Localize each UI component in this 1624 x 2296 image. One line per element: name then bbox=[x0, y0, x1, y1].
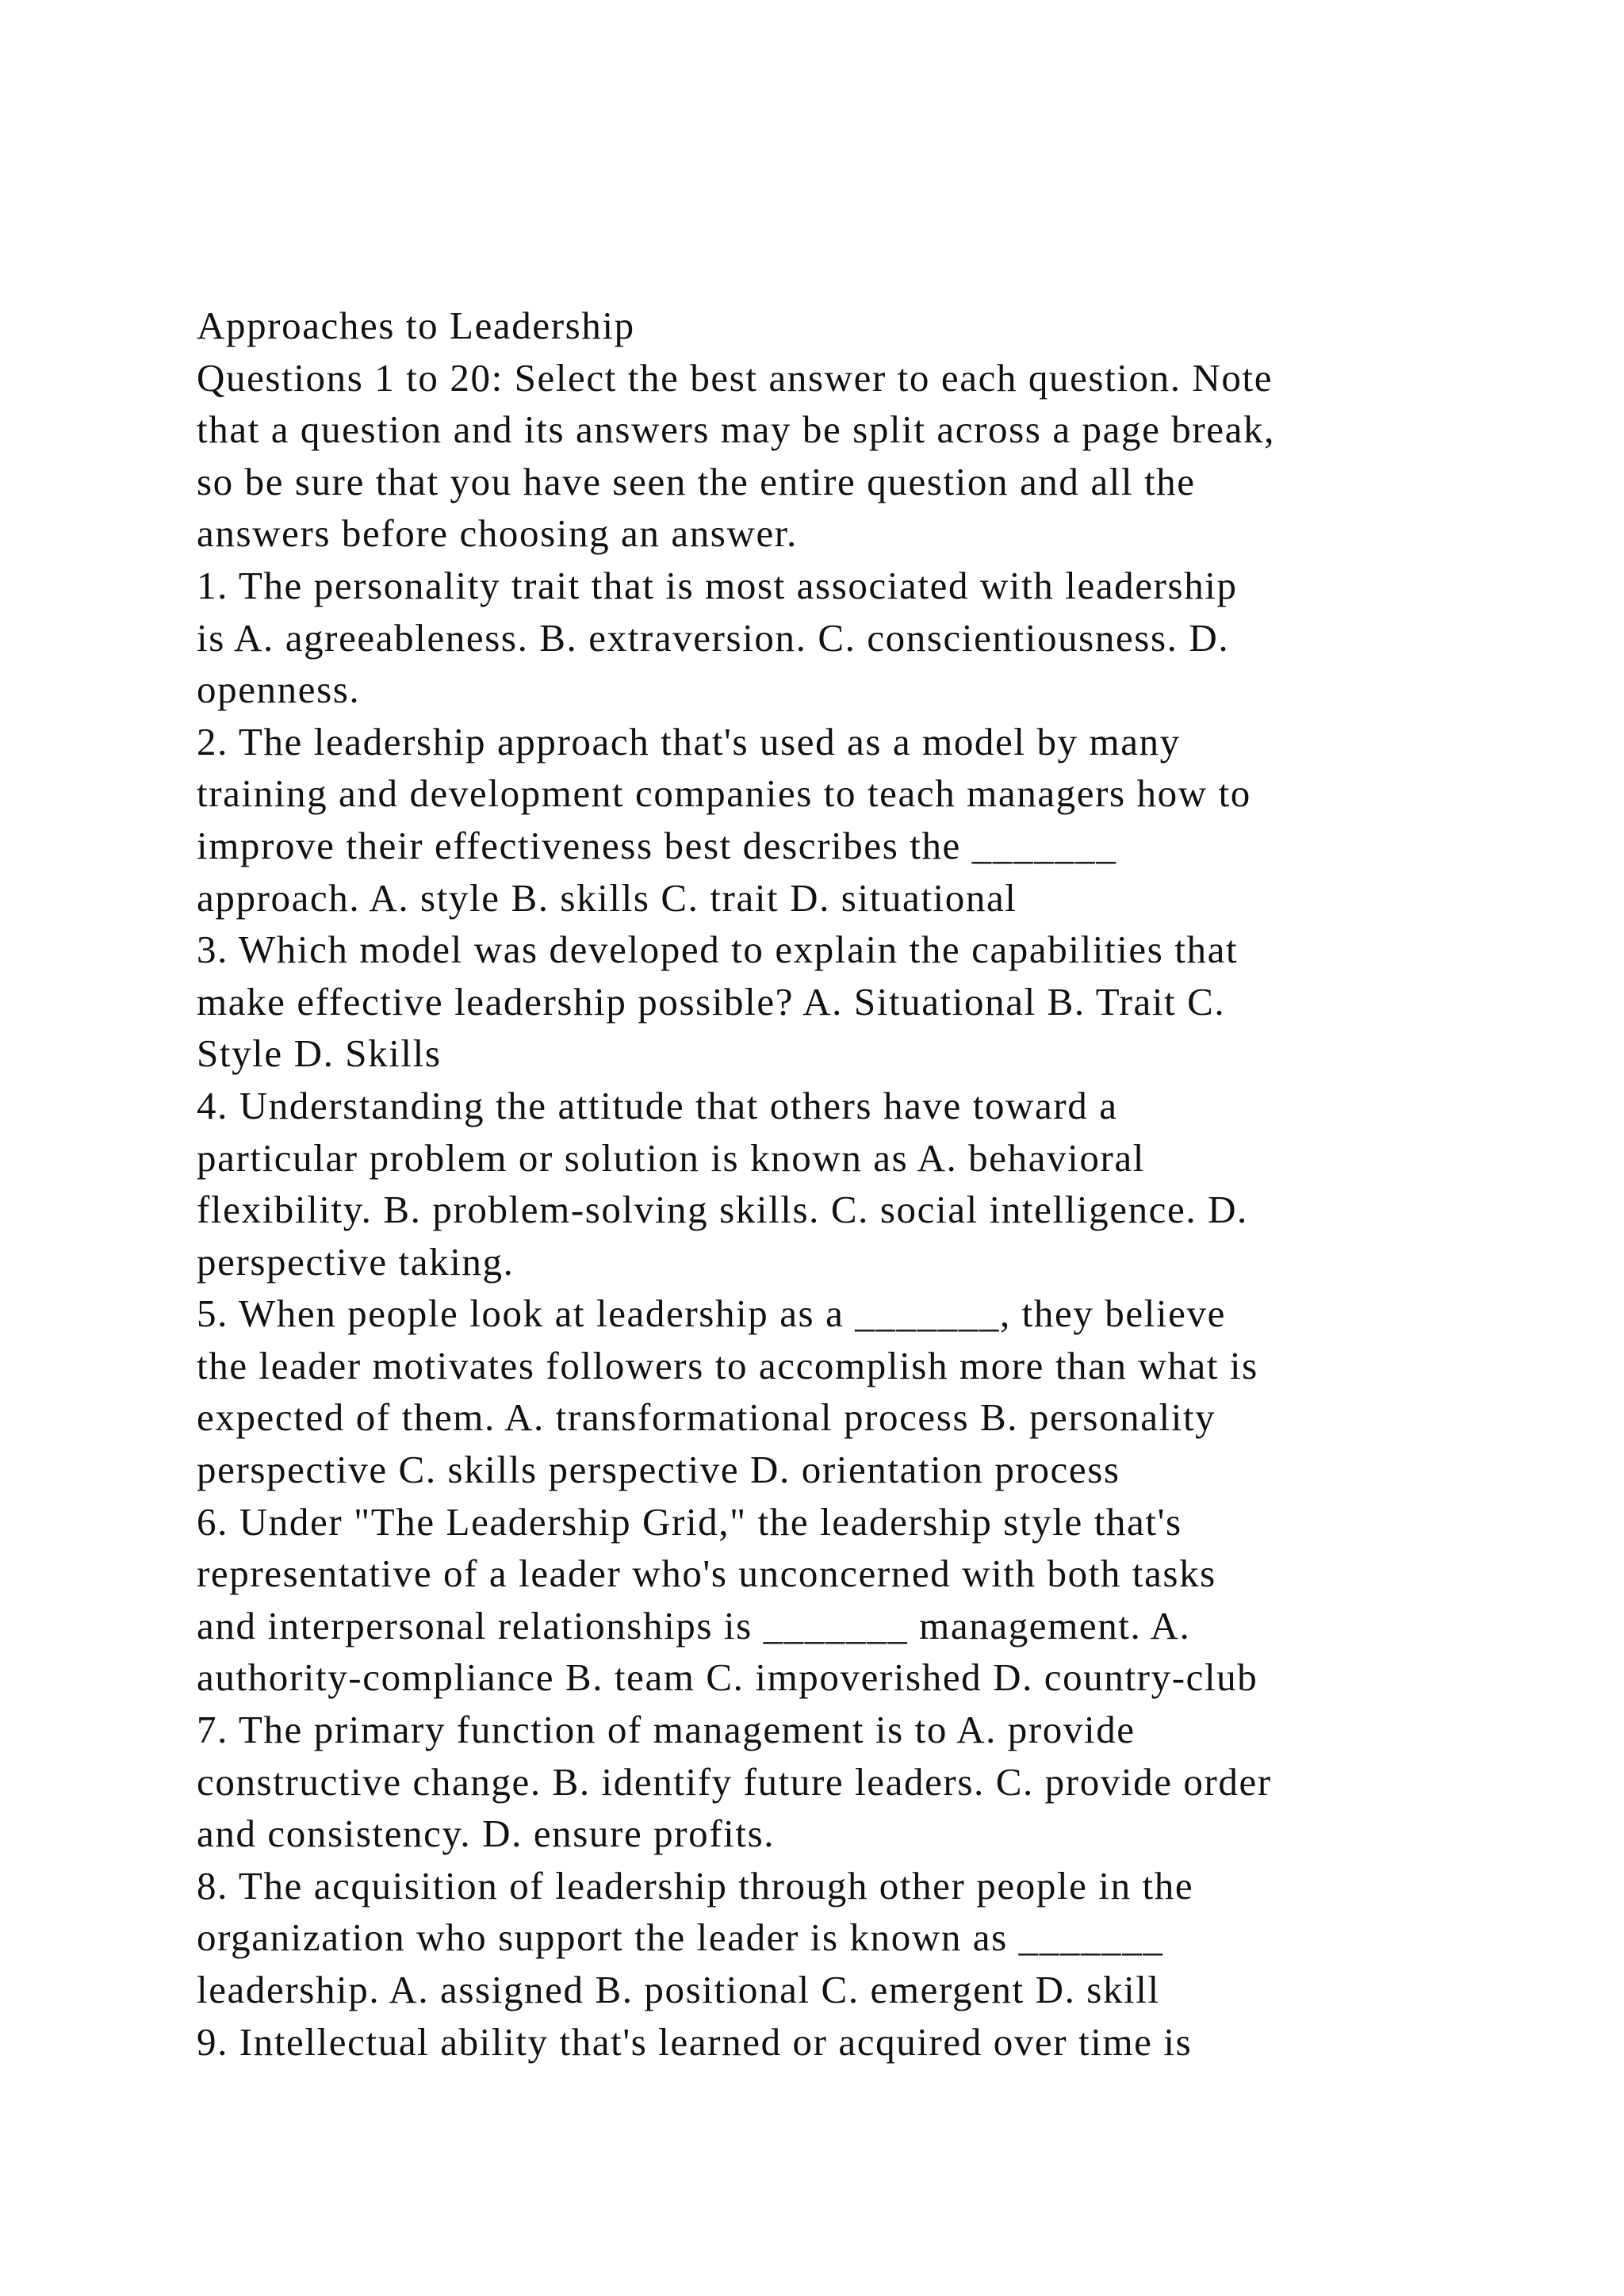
question-7-line: 7. The primary function of management is to A. provide bbox=[197, 1708, 1136, 1752]
question-4-line: flexibility. B. problem-solving skills. C. social intelligence. D. bbox=[197, 1188, 1248, 1232]
question-6-line: representative of a leader who's unconcerned with both tasks bbox=[197, 1552, 1216, 1596]
question-1-line: openness. bbox=[197, 668, 361, 712]
question-3-line: 3. Which model was developed to explain the capabilities that bbox=[197, 928, 1239, 972]
document-title: Approaches to Leadership bbox=[197, 304, 635, 347]
instructions-line: so be sure that you have seen the entire question and all the bbox=[197, 459, 1196, 503]
question-5-line: expected of them. A. transformational process B. personality bbox=[197, 1395, 1216, 1440]
question-7-line: and consistency. D. ensure profits. bbox=[197, 1812, 776, 1856]
document-body bbox=[197, 300, 1513, 2068]
question-6-line: and interpersonal relationships is _______ management. A. bbox=[197, 1603, 1191, 1647]
question-4-line: perspective taking. bbox=[197, 1239, 515, 1284]
question-8-line: leadership. A. assigned B. positional C. emergent D. skill bbox=[197, 1968, 1160, 2011]
question-6-line: authority-compliance B. team C. impoverished D. country-club bbox=[197, 1655, 1258, 1700]
question-5-line: the leader motivates followers to accomplish more than what is bbox=[197, 1343, 1258, 1387]
instructions-line: Questions 1 to 20: Select the best answer to each question. Note bbox=[197, 355, 1274, 400]
question-4-line: 4. Understanding the attitude that others have toward a bbox=[197, 1083, 1118, 1127]
question-3-line: make effective leadership possible? A. Situational B. Trait C. bbox=[197, 979, 1226, 1024]
question-3-line: Style D. Skills bbox=[197, 1031, 442, 1076]
question-7-line: constructive change. B. identify future leaders. C. provide order bbox=[197, 1759, 1272, 1804]
question-1-line: is A. agreeableness. B. extraversion. C. conscientiousness. D. bbox=[197, 615, 1230, 660]
question-9-line: 9. Intellectual ability that's learned or acquired over time is bbox=[197, 2019, 1193, 2064]
question-6-line: 6. Under "The Leadership Grid," the leadership style that's bbox=[197, 1499, 1182, 1544]
question-4-line: particular problem or solution is known as A. behavioral bbox=[197, 1135, 1145, 1180]
question-2-line: approach. A. style B. skills C. trait D. situational bbox=[197, 875, 1017, 920]
question-2-line: training and development companies to teach managers how to bbox=[197, 771, 1251, 816]
instructions-line: that a question and its answers may be split across a page break, bbox=[197, 408, 1275, 452]
question-8-line: 8. The acquisition of leadership through other people in the bbox=[197, 1863, 1194, 1908]
question-2-line: improve their effectiveness best describes the _______ bbox=[197, 823, 1117, 867]
question-2-line: 2. The leadership approach that's used as a model by many bbox=[197, 719, 1181, 763]
question-8-line: organization who support the leader is known as _______ bbox=[197, 1915, 1164, 1960]
instructions-line: answers before choosing an answer. bbox=[197, 511, 798, 556]
question-1-line: 1. The personality trait that is most associated with leadership bbox=[197, 563, 1238, 607]
question-5-line: perspective C. skills perspective D. orientation process bbox=[197, 1448, 1120, 1492]
question-5-line: 5. When people look at leadership as a _______, they believe bbox=[197, 1292, 1226, 1336]
